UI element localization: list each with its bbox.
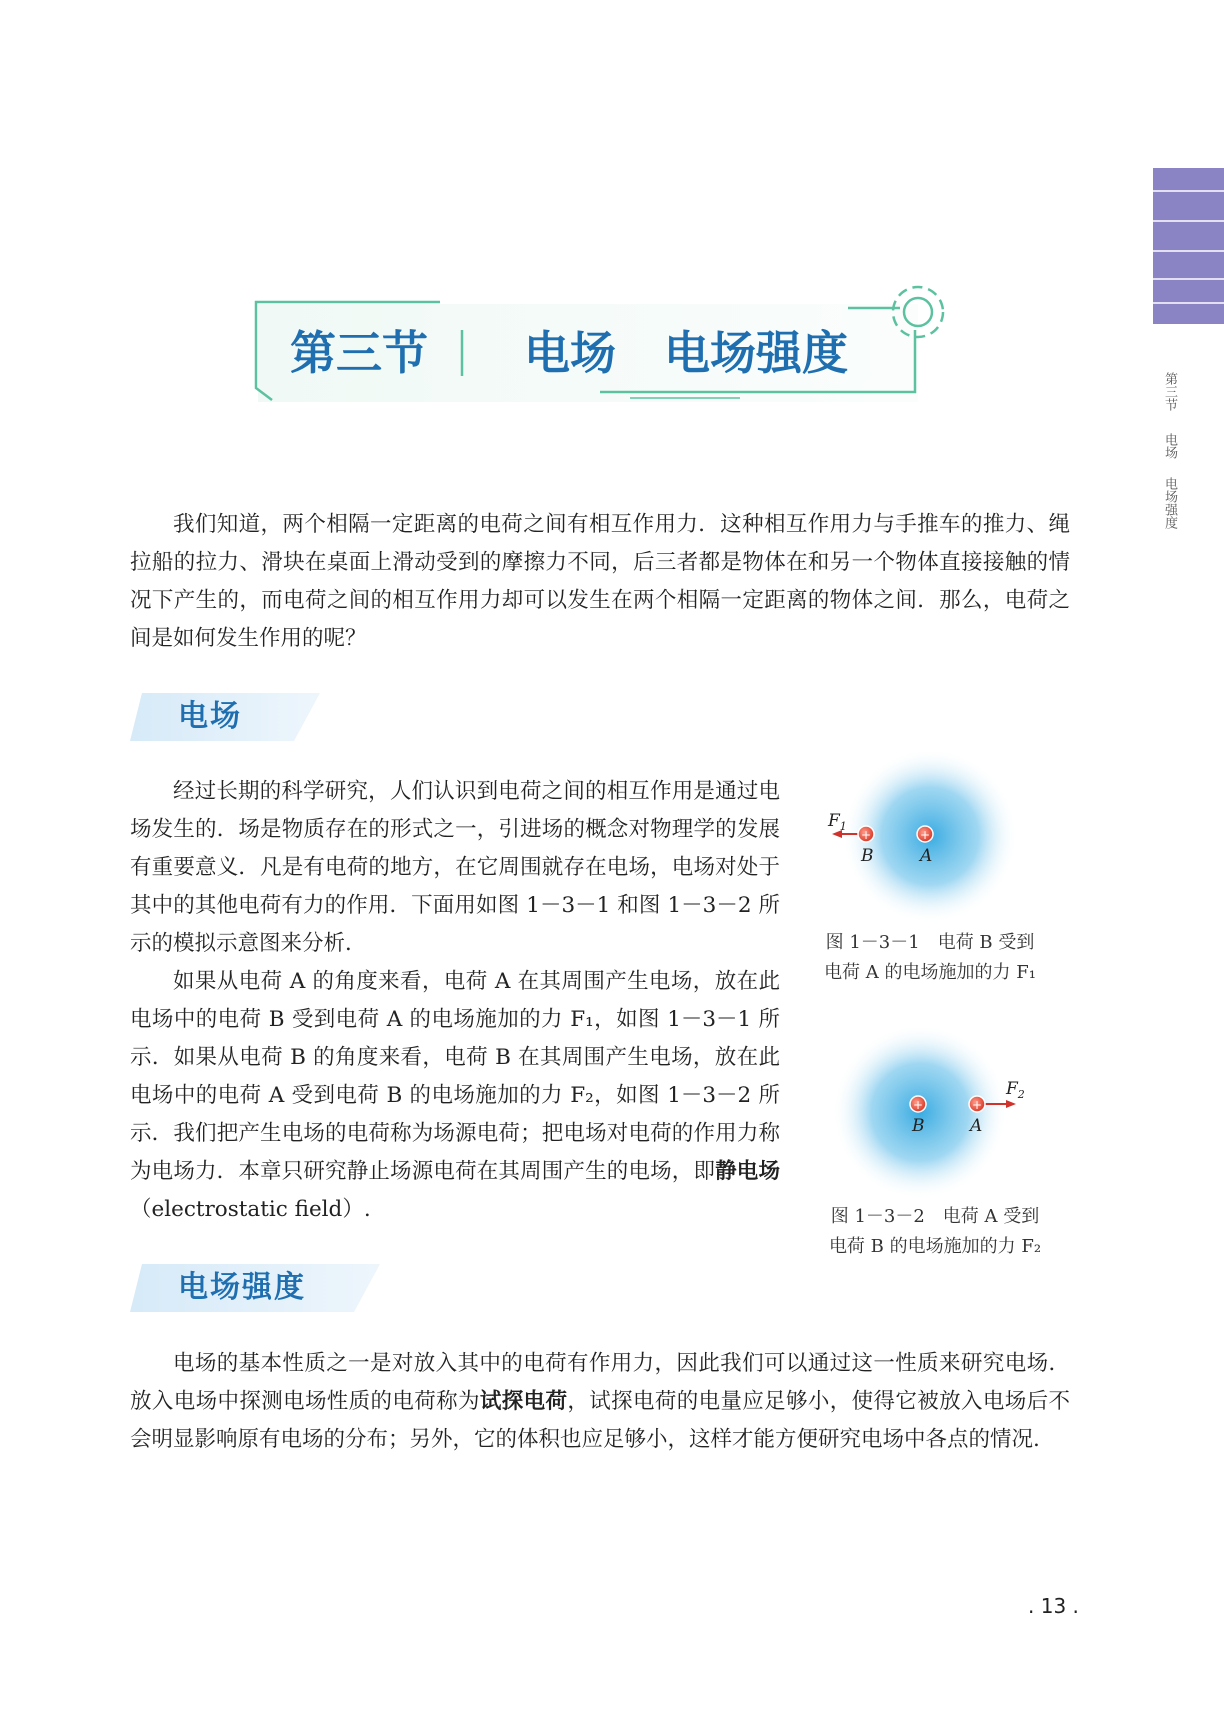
title-word2: 电场强度 bbox=[664, 326, 848, 380]
svg-text:+: + bbox=[919, 828, 931, 842]
svg-text:+: + bbox=[912, 1098, 924, 1112]
svg-text:+: + bbox=[971, 1098, 983, 1112]
label-a-2: A bbox=[970, 1116, 983, 1136]
section-heading-field bbox=[130, 693, 320, 741]
section1-para2-b: （electrostatic field）. bbox=[130, 1197, 371, 1222]
section2-para-a: 电场的基本性质之一是对放入其中的电荷有作用力，因此我们可以通过这一性质来研究电场．放入电场中探测电场性质的电荷称为 bbox=[130, 1351, 1070, 1414]
term-test-charge: 试探电荷 bbox=[479, 1389, 568, 1414]
side-label-section: 第三节 bbox=[1162, 372, 1177, 411]
section1-para2 bbox=[130, 963, 780, 1229]
figure2-caption-line2: 电荷 B 的电场施加的力 F₂ bbox=[828, 1236, 1042, 1257]
force-label-f1: $F_1$ bbox=[828, 811, 847, 833]
figure1-caption bbox=[810, 928, 1050, 988]
side-tab-label bbox=[1160, 372, 1178, 529]
title-section: 第三节 bbox=[290, 326, 428, 380]
term-electrostatic-field: 静电场 bbox=[715, 1159, 780, 1184]
label-b: B bbox=[861, 846, 874, 866]
figure-1-3-1 bbox=[820, 752, 1040, 922]
section-heading-field-strength bbox=[130, 1264, 380, 1312]
force-label-f2: $F_2$ bbox=[1006, 1079, 1025, 1101]
section2-para-b: ，试探电荷的电量应足够小，使得它被放入电场后不会明显影响原有电场的分布；另外，它的体积也应足够小，这样才能方便研究电场中各点的情况. bbox=[130, 1389, 1070, 1452]
intro-paragraph bbox=[130, 506, 1070, 658]
figure2-caption bbox=[815, 1202, 1055, 1262]
section2-text bbox=[130, 1345, 1070, 1459]
section2-para bbox=[130, 1345, 1070, 1459]
figure2-caption-line1: 图 1－3－2 电荷 A 受到 bbox=[830, 1206, 1040, 1227]
section1-para2-a: 如果从电荷 A 的角度来看，电荷 A 在其周围产生电场，放在此电场中的电荷 B 受到电荷 A 的电场施加的力 F₁，如图 1－3－1 所示．如果从电荷 B 的角度来看，电荷 B 在其周围产生电场，放在此电场中的电荷 A 受到电荷 B 的电场施加的力 F₂，如图 1－3－2 所示．我们把产生电场的电荷称为场源电荷；把电场对电荷的作用力称为电场力．本章只研究静止场源电荷在其周围产生的电场，即 bbox=[130, 969, 780, 1184]
chapter-side-tab bbox=[1153, 168, 1224, 324]
label-b-2: B bbox=[912, 1116, 925, 1136]
section1-text bbox=[130, 773, 780, 1229]
label-a: A bbox=[920, 846, 933, 866]
side-label-part2: 电场强度 bbox=[1162, 477, 1177, 530]
title-word1: 电场 bbox=[524, 326, 616, 380]
figure1-caption-line1: 图 1－3－1 电荷 B 受到 bbox=[825, 932, 1035, 953]
figure1-caption-line2: 电荷 A 的电场施加的力 F₁ bbox=[824, 962, 1036, 983]
intro-text: 我们知道，两个相隔一定距离的电荷之间有相互作用力．这种相互作用力与手推车的推力、绳拉船的拉力、滑块在桌面上滑动受到的摩擦力不同，后三者都是物体在和另一个物体直接接触的情况下产生的，而电荷之间的相互作用力却可以发生在两个相隔一定距离的物体之间．那么，电荷之间是如何发生作用的呢？ bbox=[130, 512, 1070, 651]
section1-heading: 电场 bbox=[178, 699, 242, 734]
section1-para1: 经过长期的科学研究，人们认识到电荷之间的相互作用是通过电场发生的．场是物质存在的形式之一，引进场的概念对物理学的发展有重要意义．凡是有电荷的地方，在它周围就存在电场，电场对处于其中的其他电荷有力的作用．下面用如图 1－3－1 和图 1－3－2 所示的模拟示意图来分析． bbox=[130, 779, 780, 956]
svg-text:+: + bbox=[860, 828, 872, 842]
section2-heading: 电场强度 bbox=[178, 1270, 306, 1305]
figure-1-3-2 bbox=[820, 1020, 1040, 1200]
page-number: . 13 . bbox=[1028, 1594, 1079, 1618]
side-label-part1: 电场 bbox=[1162, 433, 1177, 460]
